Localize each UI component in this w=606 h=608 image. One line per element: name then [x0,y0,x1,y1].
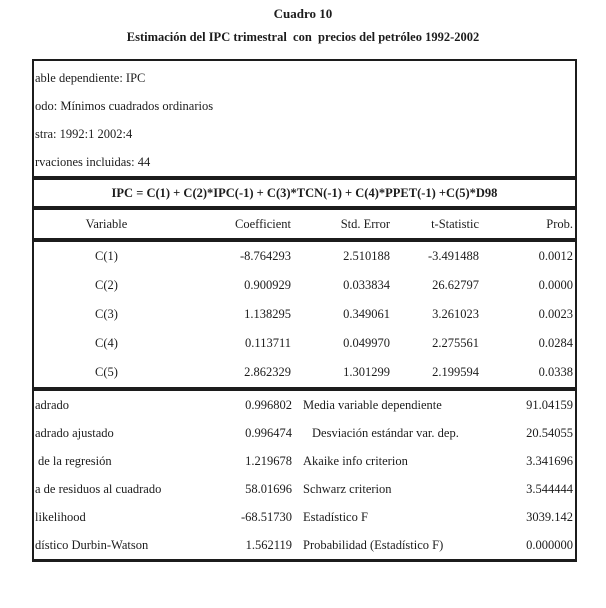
coef-cell-std-error: 1.301299 [343,365,390,379]
coef-cell-std-error: 0.049970 [343,336,390,350]
summary-value-left: 1.562119 [245,538,292,552]
summary-label-left: likelihood [35,510,86,524]
coef-cell-coefficient: 2.862329 [244,365,291,379]
regression-results-table [32,59,577,562]
dependent-variable-line: able dependiente: IPC [35,71,146,85]
observations-line: rvaciones incluidas: 44 [35,155,151,169]
column-header-row [34,210,575,238]
coef-cell-variable: C(2) [95,278,118,292]
header-t-statistic: t-Statistic [431,217,479,231]
table-row [34,503,575,531]
coef-cell-variable: C(5) [95,365,118,379]
coef-cell-t-statistic: 2.199594 [432,365,479,379]
regression-equation: IPC = C(1) + C(2)*IPC(-1) + C(3)*TCN(-1) + C(4)*PPET(-1) +C(5)*D98 [111,186,498,200]
summary-label-left: adrado ajustado [35,426,114,440]
coef-cell-prob: 0.0284 [538,336,573,350]
table-row [34,242,575,271]
coef-cell-std-error: 2.510188 [343,249,390,263]
coef-cell-prob: 0.0000 [538,278,573,292]
coef-cell-t-statistic: 26.62797 [432,278,479,292]
summary-value-left: 1.219678 [245,454,292,468]
coef-cell-t-statistic: 2.275561 [432,336,479,350]
header-prob: Prob. [546,217,573,231]
table-row [34,391,575,419]
table-row [34,447,575,475]
coefficients-section [34,242,575,387]
summary-label-right: Akaike info criterion [303,454,408,468]
coef-cell-variable: C(4) [95,336,118,350]
header-coefficient: Coefficient [235,217,291,231]
coef-cell-t-statistic: 3.261023 [432,307,479,321]
coef-cell-prob: 0.0338 [538,365,573,379]
summary-value-left: 0.996474 [245,426,292,440]
summary-value-right: 20.54055 [526,426,573,440]
table-row [34,419,575,447]
summary-label-right: Desviación estándar var. dep. [312,426,459,440]
coef-cell-prob: 0.0023 [538,307,573,321]
coef-cell-variable: C(3) [95,307,118,321]
coef-cell-std-error: 0.033834 [343,278,390,292]
summary-value-left: -68.51730 [240,510,292,524]
summary-label-left: de la regresión [38,454,112,468]
table-row [34,329,575,358]
summary-value-right: 0.000000 [526,538,573,552]
summary-value-right: 3.544444 [526,482,573,496]
coef-cell-prob: 0.0012 [538,249,573,263]
summary-value-right: 3039.142 [526,510,573,524]
coef-cell-coefficient: 0.900929 [244,278,291,292]
page-subtitle: Estimación del IPC trimestral con precios del petróleo 1992-2002 [126,30,480,44]
header-std-error: Std. Error [340,217,390,231]
coef-cell-coefficient: -8.764293 [239,249,291,263]
summary-value-left: 0.996802 [245,398,292,412]
summary-value-right: 3.341696 [526,454,573,468]
summary-label-left: adrado [35,398,70,412]
coef-cell-coefficient: 1.138295 [244,307,291,321]
table-row [34,531,575,559]
sample-line: stra: 1992:1 2002:4 [35,127,133,141]
summary-label-right: Probabilidad (Estadístico F) [303,538,444,552]
summary-value-right: 91.04159 [526,398,573,412]
summary-value-left: 58.01696 [245,482,292,496]
estimation-info-section [34,61,575,176]
table-row [34,300,575,329]
summary-label-right: Schwarz criterion [303,482,392,496]
coef-cell-variable: C(1) [95,249,118,263]
coef-cell-t-statistic: -3.491488 [427,249,479,263]
method-line: odo: Mínimos cuadrados ordinarios [35,99,214,113]
summary-label-left: dístico Durbin-Watson [35,538,149,552]
summary-statistics-section [34,391,575,559]
page-title: Cuadro 10 [273,6,333,21]
coef-cell-std-error: 0.349061 [343,307,390,321]
summary-label-right: Estadístico F [303,510,368,524]
coef-cell-coefficient: 0.113711 [245,336,291,350]
summary-label-right: Media variable dependiente [303,398,442,412]
table-row [34,358,575,387]
header-variable: Variable [85,217,128,231]
table-row [34,271,575,300]
table-row [34,475,575,503]
summary-label-left: a de residuos al cuadrado [35,482,162,496]
